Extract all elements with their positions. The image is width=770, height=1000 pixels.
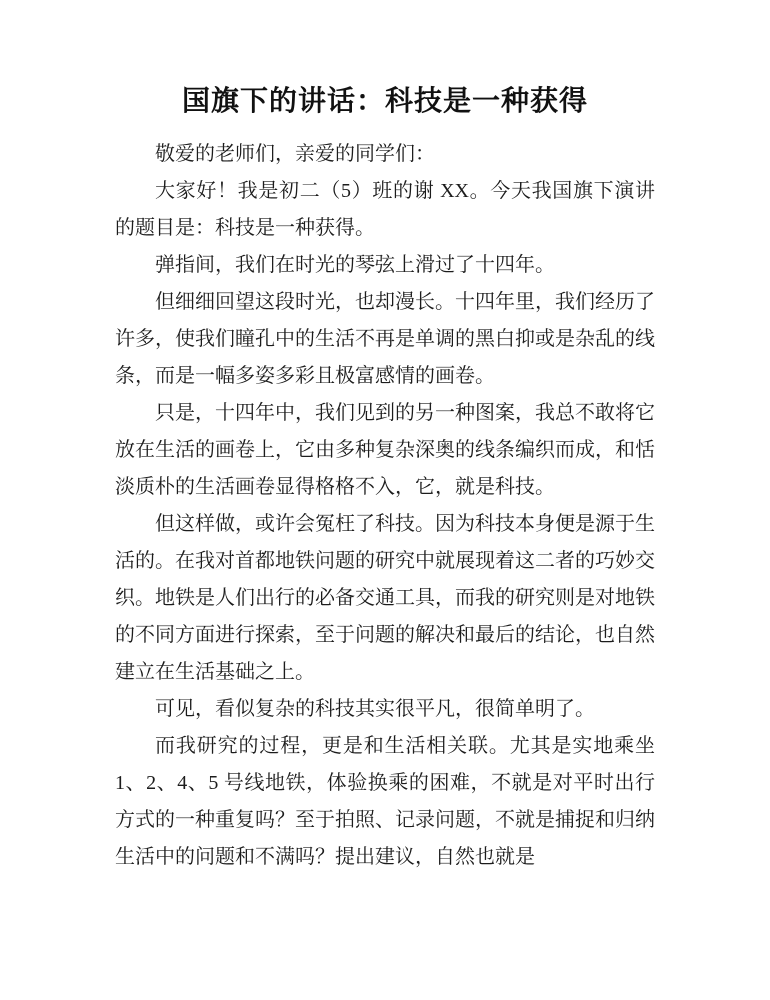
paragraph-looking-back: 但细细回望这段时光，也却漫长。十四年里，我们经历了许多，使我们瞳孔中的生活不再是单调的黑白抑或是杂乱的线条，而是一幅多姿多彩且极富感情的画卷。 <box>115 291 655 387</box>
paragraph-another-pattern: 只是，十四年中，我们见到的另一种图案，我总不敢将它放在生活的画卷上，它由多种复杂深奥的线条编织而成，和恬淡质朴的生活画卷显得格格不入，它，就是科技。 <box>115 402 655 498</box>
paragraph-introduction: 大家好！我是初二（5）班的谢 XX。今天我国旗下演讲的题目是：科技是一种获得。 <box>115 180 655 239</box>
document-title: 国旗下的讲话：科技是一种获得 <box>181 86 588 117</box>
paragraph-fourteen-years: 弹指间，我们在时光的琴弦上滑过了十四年。 <box>155 254 555 276</box>
paragraph-salutation: 敬爱的老师们，亲爱的同学们： <box>155 143 435 165</box>
paragraph-research-process: 而我研究的过程，更是和生活相关联。尤其是实地乘坐 1、2、4、5 号线地铁，体验换乘的困难，不就是对平时出行方式的一种重复吗？至于拍照、记录问题，不就是捕捉和归纳生活中的问题和不满吗？提出建议，自然也就是 <box>115 735 655 868</box>
paragraph-subway-research: 但这样做，或许会冤枉了科技。因为科技本身便是源于生活的。在我对首都地铁问题的研究中就展现着这二者的巧妙交织。地铁是人们出行的必备交通工具，而我的研究则是对地铁的不同方面进行探索，至于问题的解决和最后的结论，也自然建立在生活基础之上。 <box>115 513 655 683</box>
paragraph-conclusion-simple: 可见，看似复杂的科技其实很平凡，很简单明了。 <box>155 698 595 720</box>
